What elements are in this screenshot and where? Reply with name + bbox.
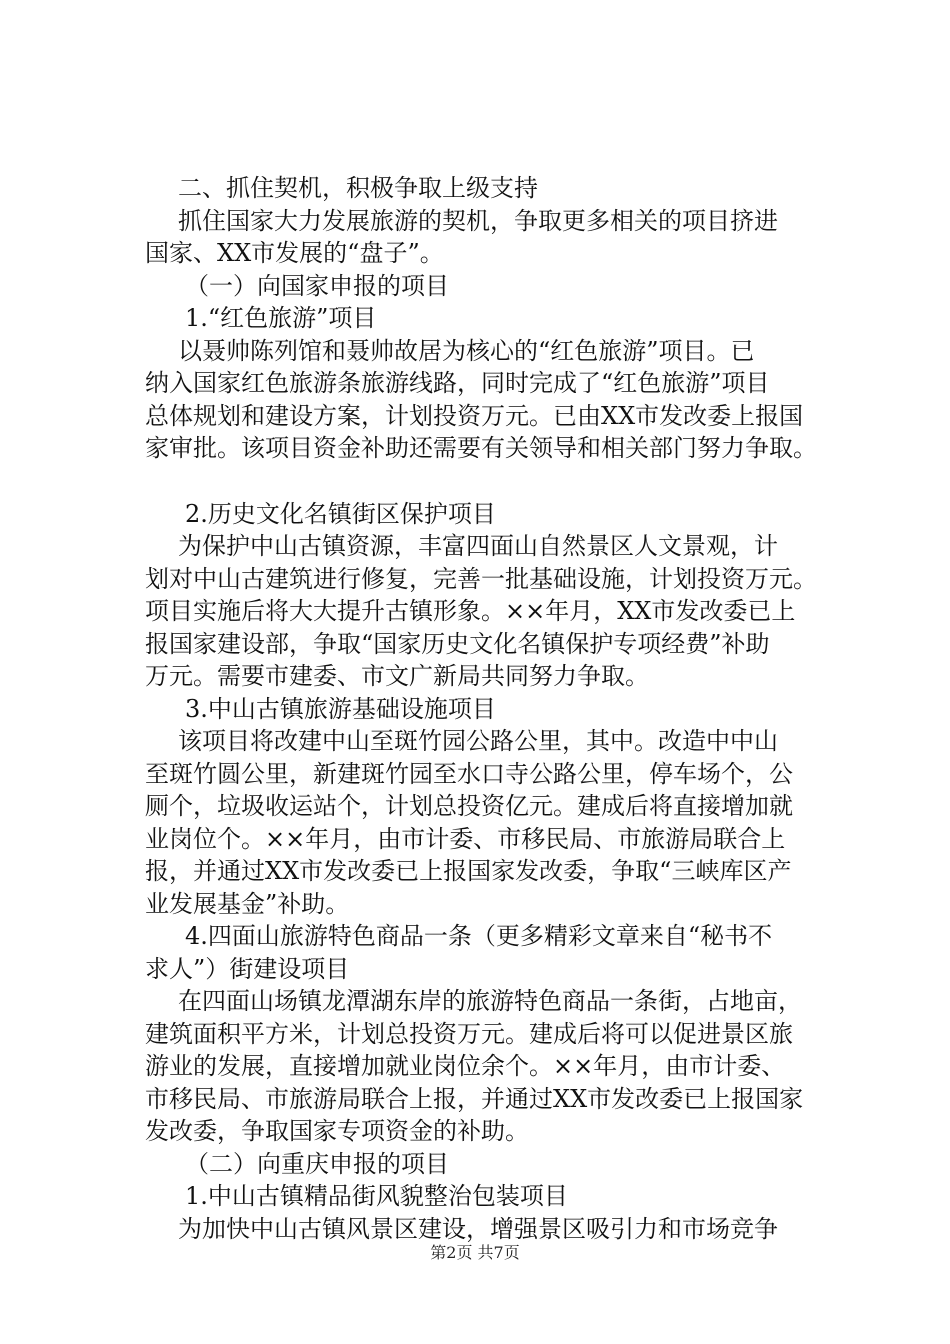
item-heading: 3.中山古镇旅游基础设施项目 bbox=[185, 694, 496, 723]
blank-line bbox=[145, 465, 845, 498]
paragraph-line: 求人”）街建设项目 bbox=[145, 954, 350, 983]
paragraph-line: 万元。需要市建委、市文广新局共同努力争取。 bbox=[145, 662, 649, 690]
item-heading: 1.“红色旅游”项目 bbox=[185, 304, 377, 332]
paragraph-line: 在四面山场镇龙潭湖东岸的旅游特色商品一条街，占地亩， bbox=[178, 987, 802, 1015]
paragraph-line: 发改委，争取国家专项资金的补助。 bbox=[145, 1117, 529, 1145]
item-heading: 4.四面山旅游特色商品一条（更多精彩文章来自“秘书不 bbox=[185, 922, 773, 950]
paragraph-line: 至斑竹圆公里，新建斑竹园至水口寺公路公里，停车场个，公 bbox=[145, 759, 793, 788]
paragraph-line: 划对中山古建筑进行修复，完善一批基础设施，计划投资万元。 bbox=[145, 564, 817, 593]
paragraph-line: 游业的发展，直接增加就业岗位余个。××年月，由市计委、 bbox=[145, 1052, 786, 1080]
page-number: 第2页 共7页 bbox=[430, 1243, 520, 1262]
paragraph-line: 报国家建设部，争取“国家历史文化名镇保护专项经费”补助 bbox=[145, 629, 770, 658]
paragraph-line: 国家、XX市发展的“盘子”。 bbox=[145, 239, 444, 267]
section-heading: 二、抓住契机，积极争取上级支持 bbox=[178, 174, 538, 202]
document-body bbox=[145, 172, 845, 1245]
paragraph-line: 市移民局、市旅游局联合上报，并通过XX市发改委已上报国家 bbox=[145, 1084, 804, 1113]
paragraph-line: 报，并通过XX市发改委已上报国家发改委，争取“三峡库区产 bbox=[145, 857, 792, 885]
paragraph-line: 总体规划和建设方案，计划投资万元。已由XX市发改委上报国 bbox=[145, 401, 804, 430]
paragraph-line: 业岗位个。××年月，由市计委、市移民局、市旅游局联合上 bbox=[145, 824, 786, 853]
item-heading: 2.历史文化名镇街区保护项目 bbox=[185, 499, 496, 528]
paragraph-line: 纳入国家红色旅游条旅游线路，同时完成了“红色旅游”项目 bbox=[145, 369, 770, 397]
item-heading: 1.中山古镇精品街风貌整治包装项目 bbox=[185, 1182, 568, 1210]
paragraph-line: 以聂帅陈列馆和聂帅故居为核心的“红色旅游”项目。已 bbox=[178, 336, 755, 365]
paragraph-line: 建筑面积平方米，计划总投资万元。建成后将可以促进景区旅 bbox=[145, 1019, 793, 1048]
paragraph-line: 为加快中山古镇风景区建设，增强景区吸引力和市场竞争 bbox=[178, 1214, 778, 1243]
subsection-heading: （二）向重庆申报的项目 bbox=[185, 1149, 449, 1178]
paragraph-line: 为保护中山古镇资源，丰富四面山自然景区人文景观，计 bbox=[178, 532, 778, 560]
paragraph-line: 厕个，垃圾收运站个，计划总投资亿元。建成后将直接增加就 bbox=[145, 792, 793, 820]
paragraph-line: 家审批。该项目资金补助还需要有关领导和相关部门努力争取。 bbox=[145, 434, 817, 462]
paragraph-line: 抓住国家大力发展旅游的契机，争取更多相关的项目挤进 bbox=[178, 206, 778, 235]
paragraph-line: 该项目将改建中山至斑竹园公路公里，其中。改造中中山 bbox=[178, 727, 778, 755]
paragraph-line: 业发展基金”补助。 bbox=[145, 889, 350, 918]
subsection-heading: （一）向国家申报的项目 bbox=[185, 271, 449, 300]
paragraph-line: 项目实施后将大大提升古镇形象。××年月，XX市发改委已上 bbox=[145, 597, 796, 625]
